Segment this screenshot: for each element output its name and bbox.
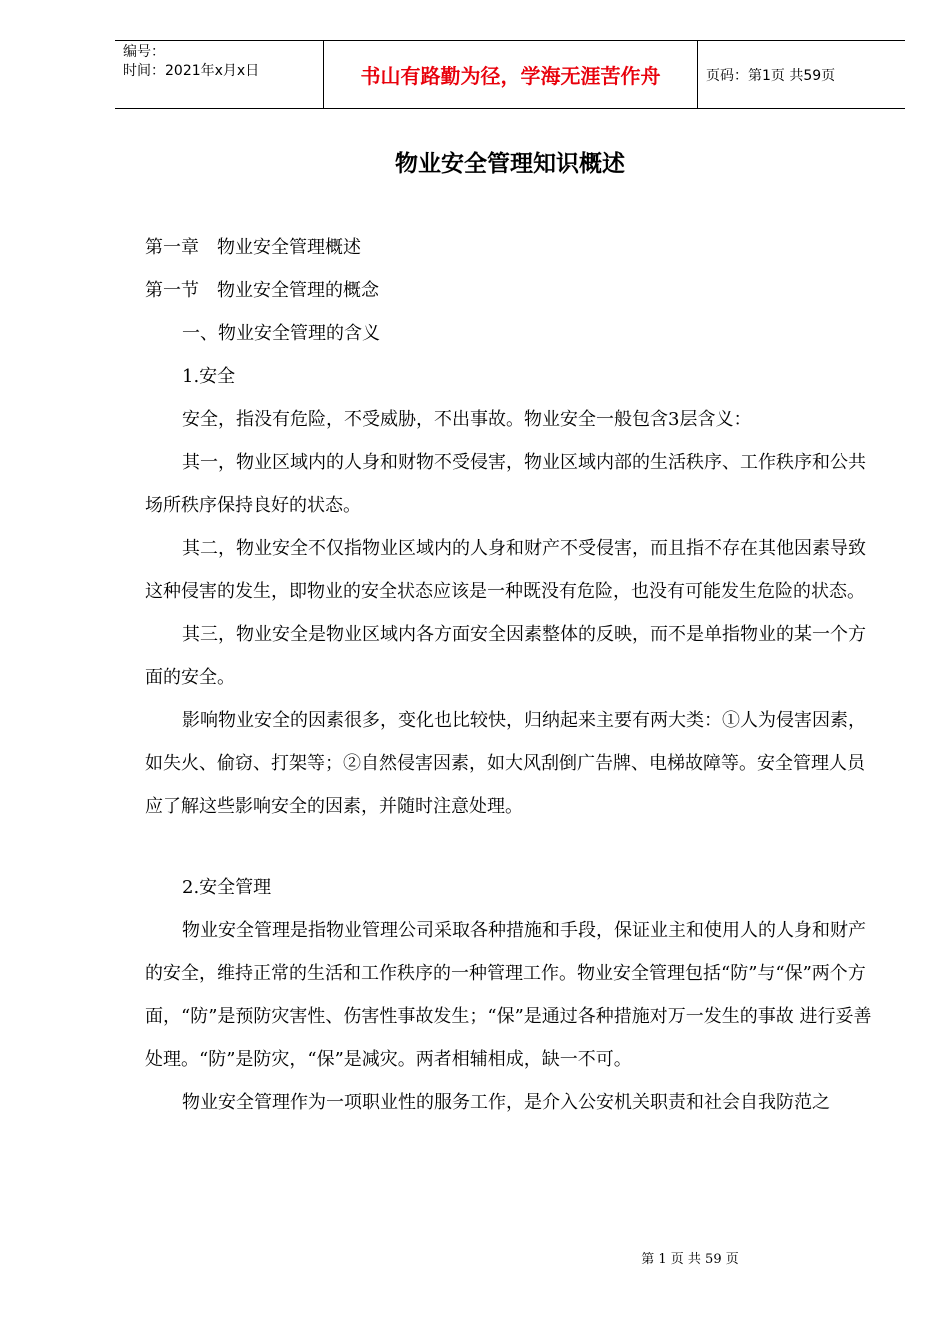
- section-heading: 第一节 物业安全管理的概念: [145, 280, 379, 301]
- body-paragraph: 影响物业安全的因素很多，变化也比较快，归纳起来主要有两大类：①人为侵害因素， 如失火、偷窃、打架等；②自然侵害因素，如大风刮倒广告牌、电梯故障等。安全管理人员应了解这些影响安全的因素，并随时注意处理。: [145, 710, 866, 817]
- body-paragraph: 其三，物业安全是物业区域内各方面安全因素整体的反映，而不是单指物业的某一个方 面的安全。: [145, 624, 866, 688]
- header-page-info: 页码：第1页 共59页: [706, 67, 836, 84]
- body-paragraph: 物业安全管理是指物业管理公司采取各种措施和手段，保证业主和使用人的人身和财产 的安全，维持正常的生活和工作秩序的一种管理工作。物业安全管理包括“防”与“保”两个方面，“防”是预防灾害性、伤害性事故发生；“保”是通过各种措施对万一发生的事故 进行妥善处理。“防”是防灾，“保”是减灾。两者相辅相成，缺一不可。: [145, 920, 872, 1070]
- page-header: [115, 40, 905, 109]
- header-motto: 书山有路勤为径，学海无涯苦作舟: [324, 41, 698, 108]
- body-paragraph: 其二，物业安全不仅指物业区域内的人身和财产不受侵害，而且指不存在其他因素导致 这种侵害的发生，即物业的安全状态应该是一种既没有危险，也没有可能发生危险的状态。: [145, 538, 866, 602]
- header-meta: [115, 41, 324, 108]
- item-heading-safety-management: 2.安全管理: [182, 877, 272, 898]
- time-label: 时间：2021年x月x日: [123, 63, 260, 79]
- item-heading-safety: 1.安全: [182, 366, 236, 387]
- subsection-heading: 一、物业安全管理的含义: [182, 323, 380, 344]
- body-paragraph: 安全，指没有危险，不受威胁，不出事故。物业安全一般包含3层含义：: [182, 409, 752, 430]
- body-paragraph: 其一，物业区域内的人身和财物不受侵害，物业区域内部的生活秩序、工作秩序和公共 场所秩序保持良好的状态。: [145, 452, 866, 516]
- document-body: [145, 226, 873, 1124]
- chapter-heading: 第一章 物业安全管理概述: [145, 237, 361, 258]
- page-footer: 第 1 页 共 59 页: [641, 1252, 739, 1267]
- body-paragraph: 物业安全管理作为一项职业性的服务工作，是介入公安机关职责和社会自我防范之: [182, 1092, 830, 1113]
- document-title: 物业安全管理知识概述: [395, 151, 625, 177]
- serial-label: 编号：: [123, 44, 165, 60]
